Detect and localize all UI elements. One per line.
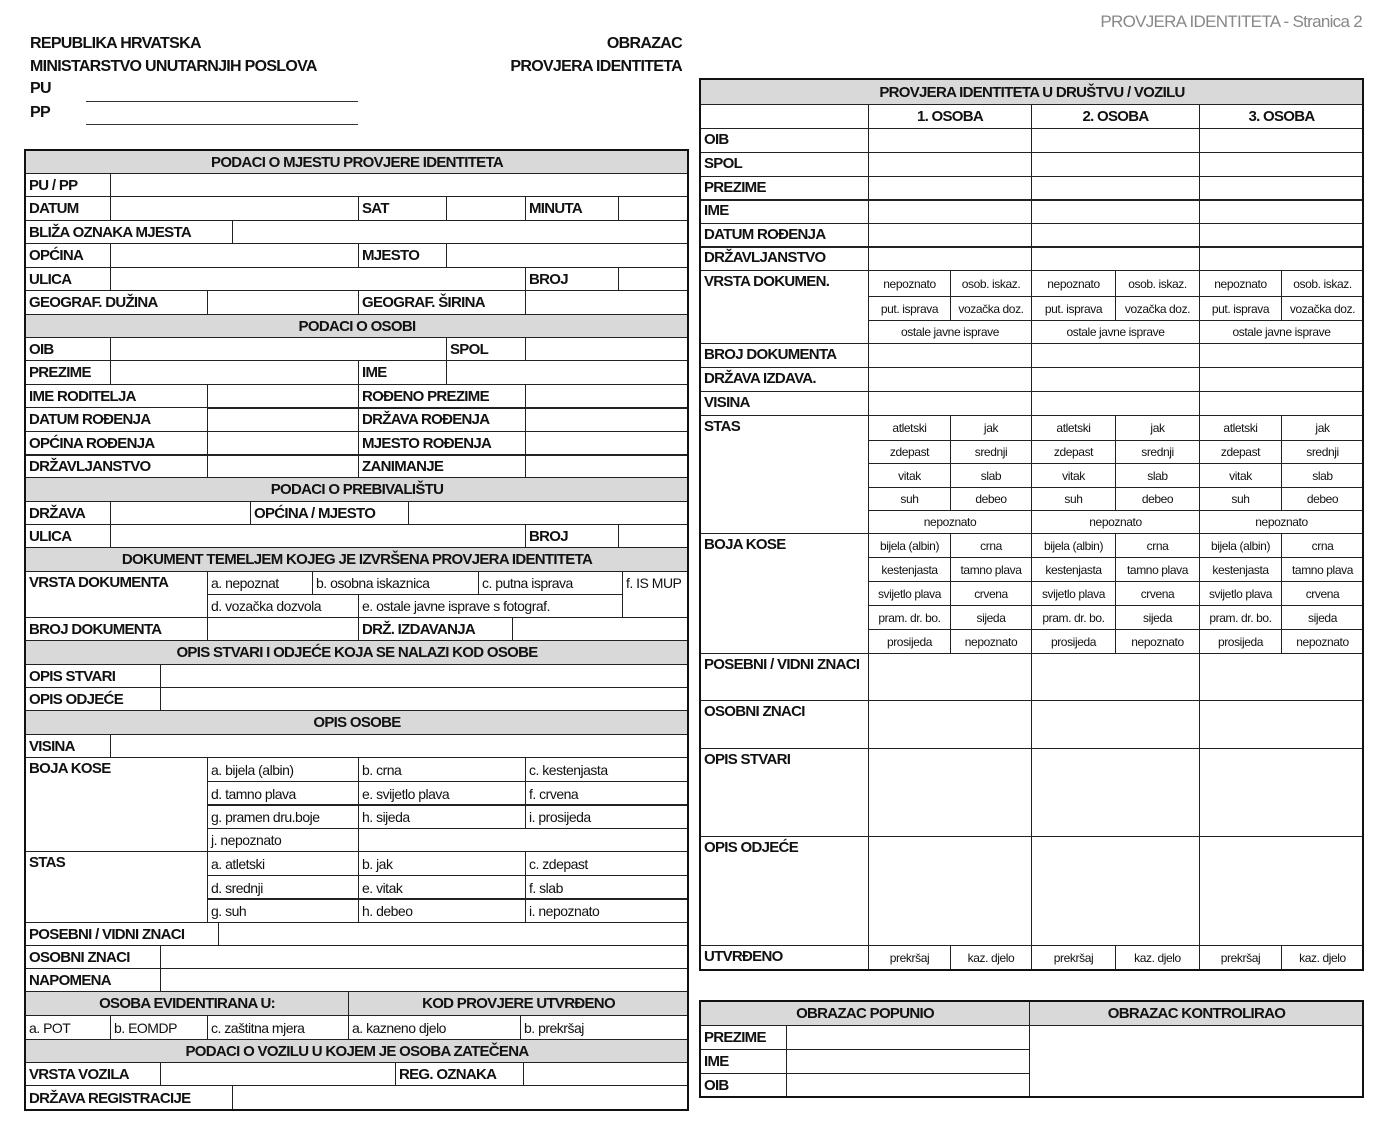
form-type-label: OBRAZAC (606, 35, 682, 52)
field-label: IME (358, 360, 447, 385)
field-label: b. jak (358, 851, 526, 876)
field-label: SAT (358, 196, 447, 221)
input-field[interactable] (1031, 199, 1200, 224)
field-label: OPĆINA (25, 243, 111, 268)
input-field[interactable] (512, 617, 689, 641)
field-label: DATUM ROĐENJA (25, 407, 208, 432)
option-cell: suh (868, 487, 951, 511)
pp-field[interactable] (86, 124, 358, 125)
field-label: IME RODITELJA (25, 384, 208, 408)
field-label: VISINA (25, 734, 111, 758)
pu-label: PU (30, 80, 51, 97)
input-field[interactable] (160, 664, 689, 688)
option-cell: tamno plava (950, 557, 1032, 582)
input-field[interactable] (868, 836, 1032, 946)
input-field[interactable] (525, 337, 689, 361)
option-cell: kaz. djelo (950, 945, 1032, 971)
option-cell: prosijeda (1031, 629, 1116, 654)
input-field[interactable] (1199, 367, 1364, 392)
input-field[interactable] (1031, 700, 1200, 749)
field-label: DRŽAVA REGISTRACIJE (25, 1085, 233, 1111)
input-field[interactable] (110, 501, 251, 525)
field-label: b. osobna iskaznica (312, 571, 479, 595)
field-label: GEOGRAF. ŠIRINA (358, 290, 526, 315)
field-label: e. vitak (358, 875, 526, 900)
section-header: KOD PROVJERE UTVRĐENO (348, 991, 689, 1016)
field-label: BROJ DOKUMENTA (700, 343, 869, 368)
option-cell: suh (1199, 487, 1282, 511)
input-field[interactable] (408, 501, 689, 525)
option-cell: atletski (868, 415, 951, 441)
option-cell: kestenjasta (1199, 557, 1282, 582)
section-header: OPIS OSOBE (25, 710, 689, 735)
field-label: f. IS MUP (622, 571, 689, 618)
input-field[interactable] (618, 524, 689, 548)
option-cell: tamno plava (1281, 557, 1364, 582)
field-label: ZANIMANJE (358, 454, 526, 479)
input-field[interactable] (868, 199, 1032, 224)
field-label: VRSTA DOKUMENTA (25, 571, 208, 618)
input-field[interactable] (1031, 128, 1200, 153)
field-label: IME (700, 1049, 787, 1074)
input-field[interactable] (1199, 128, 1364, 153)
option-cell: crna (1281, 533, 1364, 558)
option-cell: suh (1031, 487, 1116, 511)
option-cell: vozačka doz. (1115, 296, 1200, 321)
input-field[interactable] (525, 290, 689, 315)
field-label: d. vozačka dozvola (207, 594, 359, 618)
field-label: DRŽ. IZDAVANJA (358, 617, 513, 641)
field-label: SPOL (446, 337, 526, 361)
input-field[interactable] (868, 246, 1032, 271)
option-cell: crvena (1115, 581, 1200, 606)
option-cell: crvena (950, 581, 1032, 606)
option-cell: put. isprava (868, 296, 951, 321)
input-field[interactable] (868, 176, 1032, 201)
option-cell: jak (1281, 415, 1364, 441)
field-label: DRŽAVLJANSTVO (25, 454, 208, 478)
field-label: MJESTO (358, 243, 447, 268)
pp-label: PP (30, 104, 50, 121)
field-label: POSEBNI / VIDNI ZNACI (700, 653, 869, 701)
input-field[interactable] (1031, 343, 1200, 368)
section-header: OBRAZAC POPUNIO (700, 1001, 1030, 1026)
field-label: g. suh (207, 898, 359, 923)
field-label: j. nepoznato (207, 828, 359, 852)
input-field[interactable] (160, 687, 689, 711)
field-label: DRŽAVA ROĐENJA (358, 407, 526, 432)
section-header: OBRAZAC KONTROLIRAO (1029, 1001, 1364, 1026)
option-cell: vozačka doz. (950, 296, 1032, 321)
option-cell: crna (1115, 533, 1200, 558)
option-cell: pram. dr. bo. (868, 605, 951, 630)
input-field[interactable] (1199, 836, 1364, 946)
input-field[interactable] (1199, 653, 1364, 701)
input-field[interactable] (786, 1025, 1030, 1050)
field-label: OSOBNI ZNACI (25, 945, 161, 969)
input-field[interactable] (1199, 748, 1364, 837)
input-field[interactable] (618, 196, 689, 221)
option-cell: bijela (albin) (1031, 533, 1116, 558)
input-field[interactable] (232, 220, 689, 244)
option-cell: put. isprava (1199, 296, 1282, 321)
field-label: DRŽAVA (25, 501, 111, 525)
field-label: f. slab (525, 875, 689, 900)
input-field[interactable] (110, 337, 447, 361)
input-field[interactable] (160, 945, 689, 969)
field-label: OPIS STVARI (700, 748, 869, 837)
input-field[interactable] (868, 653, 1032, 701)
option-cell: osob. iskaz. (1281, 270, 1364, 297)
section-header: PROVJERA IDENTITETA U DRUŠTVU / VOZILU (700, 79, 1364, 105)
section-header: OSOBA EVIDENTIRANA U: (25, 991, 349, 1016)
option-cell: ostale javne isprave (1031, 320, 1200, 344)
field-label: BLIŽA OZNAKA MJESTA (25, 220, 233, 244)
input-field[interactable] (446, 243, 689, 268)
input-field[interactable] (618, 267, 689, 291)
option-cell: srednji (950, 440, 1032, 464)
input-field[interactable] (868, 748, 1032, 837)
option-cell: atletski (1031, 415, 1116, 441)
input-field[interactable] (207, 290, 359, 315)
option-cell: nepoznato (868, 270, 951, 297)
field-label: OIB (700, 128, 869, 153)
input-field[interactable] (207, 617, 359, 641)
input-field[interactable] (786, 1073, 1030, 1098)
option-cell: ostale javne isprave (868, 320, 1032, 344)
input-field[interactable] (1199, 391, 1364, 416)
column-header: 3. OSOBA (1199, 104, 1364, 129)
input-field[interactable] (1031, 367, 1200, 392)
option-cell: zdepast (1031, 440, 1116, 464)
section-header: DOKUMENT TEMELJEM KOJEG JE IZVRŠENA PROVJERA IDENTITETA (25, 547, 689, 572)
input-field[interactable] (868, 152, 1032, 177)
input-field[interactable] (232, 1085, 689, 1111)
input-field[interactable] (525, 407, 689, 432)
input-field[interactable] (1031, 391, 1200, 416)
controller-field[interactable] (1029, 1025, 1364, 1098)
field-label: b. crna (358, 757, 526, 782)
option-cell: nepoznato (868, 510, 1032, 534)
field-label: b. prekršaj (520, 1015, 689, 1040)
field-label: a. nepoznat (207, 571, 313, 595)
field-label: c. kestenjasta (525, 757, 689, 782)
input-field[interactable] (446, 360, 689, 385)
blank-header[interactable] (700, 104, 869, 129)
field-label: BROJ (525, 267, 619, 291)
option-cell: slab (1115, 463, 1200, 488)
option-cell: prekršaj (868, 945, 951, 971)
input-field[interactable] (160, 968, 689, 992)
option-cell: slab (950, 463, 1032, 488)
field-label: OPĆINA ROĐENJA (25, 431, 208, 456)
option-cell: kestenjasta (1031, 557, 1116, 582)
field-label: BROJ DOKUMENTA (25, 617, 208, 641)
option-cell: debeo (950, 487, 1032, 511)
input-field[interactable] (1031, 176, 1200, 201)
input-field[interactable] (1031, 246, 1200, 271)
field-label: b. EOMDP (110, 1015, 208, 1040)
option-cell: ostale javne isprave (1199, 320, 1364, 344)
field-label: OPIS ODJEĆE (700, 836, 869, 946)
section-header: PODACI O VOZILU U KOJEM JE OSOBA ZATEČENA (25, 1039, 689, 1063)
field-label: PREZIME (25, 360, 111, 385)
field-label: e. svijetlo plava (358, 781, 526, 806)
field-label: MJESTO ROĐENJA (358, 431, 526, 456)
option-cell: kaz. djelo (1281, 945, 1364, 971)
input-field[interactable] (207, 407, 359, 432)
option-cell: pram. dr. bo. (1199, 605, 1282, 630)
option-cell: vitak (868, 463, 951, 488)
option-cell: svijetlo plava (868, 581, 951, 606)
option-cell: put. isprava (1031, 296, 1116, 321)
field-label: OPIS ODJEĆE (25, 687, 161, 711)
input-field[interactable] (868, 367, 1032, 392)
input-field[interactable] (868, 700, 1032, 749)
field-label: h. sijeda (358, 804, 526, 829)
field-label: c. zdepast (525, 851, 689, 876)
option-cell: debeo (1115, 487, 1200, 511)
field-label: MINUTA (525, 196, 619, 221)
page-header: PROVJERA IDENTITETA - Stranica 2 (1100, 12, 1362, 31)
field-label: i. prosijeda (525, 804, 689, 829)
input-field[interactable] (110, 196, 359, 221)
section-header: PODACI O PREBIVALIŠTU (25, 477, 689, 502)
field-label: BOJA KOSE (700, 533, 869, 654)
option-cell: jak (1115, 415, 1200, 441)
option-cell: kestenjasta (868, 557, 951, 582)
option-cell: nepoznato (1115, 629, 1200, 654)
option-cell: prekršaj (1031, 945, 1116, 971)
option-cell: vozačka doz. (1281, 296, 1364, 321)
field-label: h. debeo (358, 898, 526, 923)
field-label: c. putna isprava (478, 571, 623, 595)
option-cell: sijeda (1115, 605, 1200, 630)
option-cell: slab (1281, 463, 1364, 488)
option-cell: svijetlo plava (1031, 581, 1116, 606)
org-name: REPUBLIKA HRVATSKA (30, 35, 201, 52)
input-field[interactable] (1199, 343, 1364, 368)
option-cell: nepoznato (1031, 270, 1116, 297)
input-field[interactable] (868, 223, 1032, 248)
option-cell: tamno plava (1115, 557, 1200, 582)
field-label: BROJ (525, 524, 619, 548)
option-cell: nepoznato (1199, 510, 1364, 534)
input-field[interactable] (446, 196, 526, 221)
input-field[interactable] (1031, 836, 1200, 946)
option-cell: kaz. djelo (1115, 945, 1200, 971)
field-label: UTVRĐENO (700, 945, 869, 971)
input-field[interactable] (1199, 700, 1364, 749)
input-field[interactable] (525, 431, 689, 456)
input-field[interactable] (110, 267, 526, 291)
input-field[interactable] (110, 360, 359, 385)
input-field[interactable] (525, 454, 689, 479)
option-cell: srednji (1115, 440, 1200, 464)
field-label: d. tamno plava (207, 781, 359, 806)
input-field[interactable] (1031, 653, 1200, 701)
input-field[interactable] (207, 431, 359, 456)
field-label: i. nepoznato (525, 898, 689, 923)
field-label: OIB (700, 1073, 787, 1098)
option-cell: bijela (albin) (1199, 533, 1282, 558)
option-cell: bijela (albin) (868, 533, 951, 558)
field-label: SPOL (700, 152, 869, 177)
input-field[interactable] (868, 343, 1032, 368)
option-cell: prekršaj (1199, 945, 1282, 971)
option-cell: osob. iskaz. (950, 270, 1032, 297)
field-label: PU / PP (25, 173, 111, 197)
field-label: a. kazneno djelo (348, 1015, 521, 1040)
field-label: OPĆINA / MJESTO (250, 501, 409, 525)
input-field[interactable] (868, 391, 1032, 416)
field-label: STAS (700, 415, 869, 534)
column-header: 1. OSOBA (868, 104, 1032, 129)
input-field[interactable] (218, 922, 689, 946)
input-field[interactable] (1031, 223, 1200, 248)
column-header: 2. OSOBA (1031, 104, 1200, 129)
input-field[interactable] (110, 734, 689, 758)
field-label: OIB (25, 337, 111, 361)
field-label: c. zaštitna mjera (207, 1015, 349, 1040)
option-cell: srednji (1281, 440, 1364, 464)
option-cell: pram. dr. bo. (1031, 605, 1116, 630)
input-field[interactable] (110, 524, 526, 548)
field-label: DATUM (25, 196, 111, 221)
field-label: OPIS STVARI (25, 664, 161, 688)
field-label: g. pramen dru.boje (207, 804, 359, 829)
option-cell: sijeda (1281, 605, 1364, 630)
field-label: BOJA KOSE (25, 757, 208, 852)
field-label: a. atletski (207, 851, 359, 876)
input-field[interactable] (110, 243, 359, 268)
input-field[interactable] (525, 384, 689, 409)
field-label: STAS (25, 851, 208, 923)
input-field[interactable] (207, 454, 359, 479)
field-label: a. bijela (albin) (207, 757, 359, 782)
input-field[interactable] (1031, 748, 1200, 837)
input-field[interactable] (110, 173, 689, 197)
form-name: PROVJERA IDENTITETA (510, 58, 682, 75)
option-cell: crna (950, 533, 1032, 558)
pu-field[interactable] (86, 101, 358, 102)
section-header: PODACI O OSOBI (25, 314, 689, 338)
option-cell: vitak (1031, 463, 1116, 488)
input-field[interactable] (1031, 152, 1200, 177)
option-cell: vitak (1199, 463, 1282, 488)
field-label: GEOGRAF. DUŽINA (25, 290, 208, 315)
ministry-name: MINISTARSTVO UNUTARNJIH POSLOVA (30, 58, 317, 75)
input-field[interactable] (868, 128, 1032, 153)
field-label: a. POT (25, 1015, 111, 1040)
option-cell: nepoznato (950, 629, 1032, 654)
option-cell: jak (950, 415, 1032, 441)
field-label: REG. OZNAKA (395, 1062, 524, 1086)
section-header: PODACI O MJESTU PROVJERE IDENTITETA (25, 150, 689, 174)
field-label: e. ostale javne isprave s fotograf. (358, 594, 623, 618)
field-label: PREZIME (700, 1025, 787, 1050)
input-field[interactable] (1199, 199, 1364, 224)
field-label: IME (700, 199, 869, 224)
field-label: OSOBNI ZNACI (700, 700, 869, 749)
field-label: DRŽAVA IZDAVA. (700, 367, 869, 392)
option-cell: nepoznato (1199, 270, 1282, 297)
field-label: NAPOMENA (25, 968, 161, 992)
field-label: ULICA (25, 524, 111, 548)
field-label: PREZIME (700, 176, 869, 201)
input-field[interactable] (160, 1062, 396, 1086)
option-cell: osob. iskaz. (1115, 270, 1200, 297)
option-cell: nepoznato (1281, 629, 1364, 654)
option-cell: zdepast (1199, 440, 1282, 464)
option-cell: prosijeda (1199, 629, 1282, 654)
input-field[interactable] (1199, 176, 1364, 201)
input-field[interactable] (1199, 223, 1364, 248)
field-label: VRSTA DOKUMEN. (700, 270, 869, 344)
field-label: ROĐENO PREZIME (358, 384, 526, 409)
section-header: OPIS STVARI I ODJEĆE KOJA SE NALAZI KOD OSOBE (25, 640, 689, 665)
option-cell: crvena (1281, 581, 1364, 606)
option-cell: debeo (1281, 487, 1364, 511)
option-cell: nepoznato (1031, 510, 1200, 534)
option-cell: prosijeda (868, 629, 951, 654)
field-label: VISINA (700, 391, 869, 416)
field-label: f. crvena (525, 781, 689, 806)
input-field[interactable] (786, 1049, 1030, 1074)
field-label: DATUM ROĐENJA (700, 223, 869, 248)
field-label: POSEBNI / VIDNI ZNACI (25, 922, 219, 946)
field-label: ULICA (25, 267, 111, 291)
option-cell: svijetlo plava (1199, 581, 1282, 606)
input-field[interactable] (1199, 246, 1364, 271)
field-label: DRŽAVLJANSTVO (700, 246, 869, 271)
option-cell: sijeda (950, 605, 1032, 630)
input-field[interactable] (523, 1062, 689, 1086)
input-field[interactable] (1199, 152, 1364, 177)
field-label: d. srednji (207, 875, 359, 900)
input-field[interactable] (207, 384, 359, 409)
option-cell: atletski (1199, 415, 1282, 441)
option-cell: zdepast (868, 440, 951, 464)
field-label: VRSTA VOZILA (25, 1062, 161, 1086)
